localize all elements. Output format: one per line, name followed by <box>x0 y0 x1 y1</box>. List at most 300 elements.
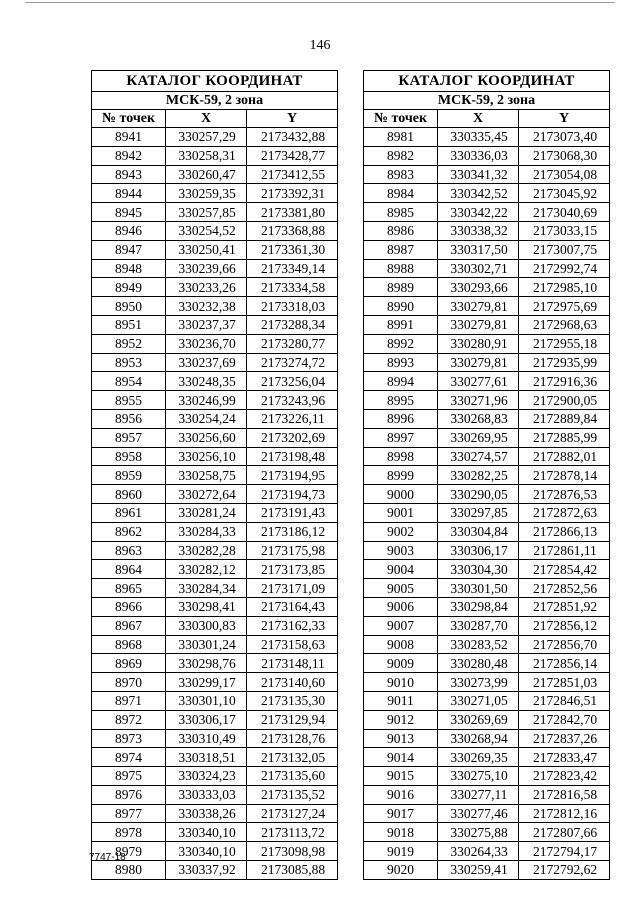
table-row <box>92 748 338 767</box>
point-number-cell: 8954 <box>92 372 166 391</box>
y-coordinate-cell: 2172878,14 <box>519 466 610 485</box>
x-coordinate-cell: 330301,10 <box>166 691 247 710</box>
y-coordinate-cell: 2173202,69 <box>247 428 338 447</box>
y-coordinate-cell: 2172882,01 <box>519 447 610 466</box>
point-number-cell: 8991 <box>364 315 438 334</box>
point-number-cell: 9011 <box>364 691 438 710</box>
x-coordinate-cell: 330233,26 <box>166 278 247 297</box>
x-coordinate-cell: 330271,05 <box>438 691 519 710</box>
x-coordinate-cell: 330306,17 <box>438 541 519 560</box>
y-coordinate-cell: 2173132,05 <box>247 748 338 767</box>
table-row <box>92 522 338 541</box>
y-coordinate-cell: 2173392,31 <box>247 184 338 203</box>
y-coordinate-cell: 2173194,73 <box>247 485 338 504</box>
point-number-cell: 9018 <box>364 823 438 842</box>
point-number-cell: 8986 <box>364 221 438 240</box>
y-coordinate-cell: 2173040,69 <box>519 203 610 222</box>
column-header-y: Y <box>519 110 610 128</box>
y-coordinate-cell: 2173007,75 <box>519 240 610 259</box>
table-row <box>92 635 338 654</box>
point-number-cell: 8994 <box>364 372 438 391</box>
table-row <box>92 428 338 447</box>
y-coordinate-cell: 2172846,51 <box>519 691 610 710</box>
x-coordinate-cell: 330282,28 <box>166 541 247 560</box>
x-coordinate-cell: 330256,60 <box>166 428 247 447</box>
x-coordinate-cell: 330306,17 <box>166 710 247 729</box>
x-coordinate-cell: 330280,48 <box>438 654 519 673</box>
point-number-cell: 8990 <box>364 297 438 316</box>
table-row <box>92 297 338 316</box>
table-row <box>92 579 338 598</box>
x-coordinate-cell: 330287,70 <box>438 616 519 635</box>
y-coordinate-cell: 2172792,62 <box>519 861 610 880</box>
point-number-cell: 8970 <box>92 673 166 692</box>
x-coordinate-cell: 330254,52 <box>166 221 247 240</box>
table-row <box>364 165 610 184</box>
x-coordinate-cell: 330257,85 <box>166 203 247 222</box>
x-coordinate-cell: 330340,10 <box>166 823 247 842</box>
table-row <box>92 128 338 147</box>
table-row <box>92 861 338 880</box>
table-row <box>92 315 338 334</box>
column-header-x: X <box>438 110 519 128</box>
y-coordinate-cell: 2173164,43 <box>247 597 338 616</box>
point-number-cell: 8955 <box>92 391 166 410</box>
x-coordinate-cell: 330248,35 <box>166 372 247 391</box>
top-rule <box>25 2 615 3</box>
table-row <box>364 560 610 579</box>
point-number-cell: 9004 <box>364 560 438 579</box>
page-number: 146 <box>309 38 331 53</box>
table-row <box>92 372 338 391</box>
x-coordinate-cell: 330268,83 <box>438 409 519 428</box>
table-row <box>364 691 610 710</box>
point-number-cell: 9017 <box>364 804 438 823</box>
x-coordinate-cell: 330335,45 <box>438 128 519 147</box>
x-coordinate-cell: 330284,34 <box>166 579 247 598</box>
table-row <box>364 823 610 842</box>
point-number-cell: 8961 <box>92 503 166 522</box>
table-row <box>364 409 610 428</box>
coordinate-system-label: МСК-59, 2 зона <box>92 92 338 110</box>
point-number-cell: 8972 <box>92 710 166 729</box>
y-coordinate-cell: 2172794,17 <box>519 842 610 861</box>
x-coordinate-cell: 330282,12 <box>166 560 247 579</box>
point-number-cell: 8971 <box>92 691 166 710</box>
point-number-cell: 8992 <box>364 334 438 353</box>
y-coordinate-cell: 2172889,84 <box>519 409 610 428</box>
point-number-cell: 9003 <box>364 541 438 560</box>
table-row <box>92 691 338 710</box>
table-row <box>92 240 338 259</box>
y-coordinate-cell: 2173381,80 <box>247 203 338 222</box>
table-row <box>92 785 338 804</box>
y-coordinate-cell: 2173274,72 <box>247 353 338 372</box>
table-row <box>364 315 610 334</box>
point-number-cell: 8956 <box>92 409 166 428</box>
x-coordinate-cell: 330236,70 <box>166 334 247 353</box>
point-number-cell: 8987 <box>364 240 438 259</box>
table-row <box>92 616 338 635</box>
table-row <box>364 334 610 353</box>
table-row <box>364 372 610 391</box>
x-coordinate-cell: 330259,41 <box>438 861 519 880</box>
point-number-cell: 9019 <box>364 842 438 861</box>
table-row <box>92 353 338 372</box>
point-number-cell: 8948 <box>92 259 166 278</box>
document-code: 7747-18 <box>89 852 126 863</box>
point-number-cell: 8965 <box>92 579 166 598</box>
x-coordinate-cell: 330277,46 <box>438 804 519 823</box>
y-coordinate-cell: 2172823,42 <box>519 767 610 786</box>
y-coordinate-cell: 2173135,30 <box>247 691 338 710</box>
point-number-cell: 8947 <box>92 240 166 259</box>
x-coordinate-cell: 330310,49 <box>166 729 247 748</box>
x-coordinate-cell: 330298,84 <box>438 597 519 616</box>
table-row <box>92 391 338 410</box>
point-number-cell: 9000 <box>364 485 438 504</box>
y-coordinate-cell: 2173432,88 <box>247 128 338 147</box>
x-coordinate-cell: 330273,99 <box>438 673 519 692</box>
x-coordinate-cell: 330259,35 <box>166 184 247 203</box>
point-number-cell: 8983 <box>364 165 438 184</box>
y-coordinate-cell: 2172900,05 <box>519 391 610 410</box>
x-coordinate-cell: 330269,95 <box>438 428 519 447</box>
y-coordinate-cell: 2172975,69 <box>519 297 610 316</box>
catalog-title: КАТАЛОГ КООРДИНАТ <box>364 71 610 92</box>
y-coordinate-cell: 2172816,58 <box>519 785 610 804</box>
x-coordinate-cell: 330302,71 <box>438 259 519 278</box>
table-row <box>92 842 338 861</box>
point-number-cell: 8957 <box>92 428 166 447</box>
y-coordinate-cell: 2172833,47 <box>519 748 610 767</box>
column-header-point: № точек <box>92 110 166 128</box>
x-coordinate-cell: 330275,88 <box>438 823 519 842</box>
y-coordinate-cell: 2172935,99 <box>519 353 610 372</box>
y-coordinate-cell: 2173085,88 <box>247 861 338 880</box>
x-coordinate-cell: 330297,85 <box>438 503 519 522</box>
point-number-cell: 8949 <box>92 278 166 297</box>
x-coordinate-cell: 330281,24 <box>166 503 247 522</box>
point-number-cell: 9012 <box>364 710 438 729</box>
y-coordinate-cell: 2172885,99 <box>519 428 610 447</box>
x-coordinate-cell: 330258,75 <box>166 466 247 485</box>
y-coordinate-cell: 2172851,03 <box>519 673 610 692</box>
x-coordinate-cell: 330300,83 <box>166 616 247 635</box>
point-number-cell: 8999 <box>364 466 438 485</box>
y-coordinate-cell: 2173412,55 <box>247 165 338 184</box>
x-coordinate-cell: 330340,10 <box>166 842 247 861</box>
point-number-cell: 8964 <box>92 560 166 579</box>
point-number-cell: 9016 <box>364 785 438 804</box>
x-coordinate-cell: 330257,29 <box>166 128 247 147</box>
x-coordinate-cell: 330239,66 <box>166 259 247 278</box>
x-coordinate-cell: 330237,37 <box>166 315 247 334</box>
table-row <box>364 128 610 147</box>
y-coordinate-cell: 2173045,92 <box>519 184 610 203</box>
table-row <box>92 503 338 522</box>
point-number-cell: 9010 <box>364 673 438 692</box>
point-number-cell: 8951 <box>92 315 166 334</box>
x-coordinate-cell: 330338,26 <box>166 804 247 823</box>
point-number-cell: 8967 <box>92 616 166 635</box>
table-row <box>364 635 610 654</box>
point-number-cell: 8980 <box>92 861 166 880</box>
point-number-cell: 8942 <box>92 146 166 165</box>
table-row <box>92 221 338 240</box>
table-row <box>364 654 610 673</box>
table-row <box>364 842 610 861</box>
x-coordinate-cell: 330254,24 <box>166 409 247 428</box>
y-coordinate-cell: 2172856,70 <box>519 635 610 654</box>
point-number-cell: 9005 <box>364 579 438 598</box>
y-coordinate-cell: 2173368,88 <box>247 221 338 240</box>
y-coordinate-cell: 2172916,36 <box>519 372 610 391</box>
y-coordinate-cell: 2173158,63 <box>247 635 338 654</box>
point-number-cell: 8943 <box>92 165 166 184</box>
point-number-cell: 8969 <box>92 654 166 673</box>
point-number-cell: 8976 <box>92 785 166 804</box>
table-row <box>92 165 338 184</box>
table-row <box>92 597 338 616</box>
coordinate-catalog-left <box>91 70 338 880</box>
y-coordinate-cell: 2173135,52 <box>247 785 338 804</box>
x-coordinate-cell: 330324,23 <box>166 767 247 786</box>
y-coordinate-cell: 2172968,63 <box>519 315 610 334</box>
x-coordinate-cell: 330342,22 <box>438 203 519 222</box>
table-row <box>364 616 610 635</box>
coordinate-catalog-right <box>363 70 610 880</box>
table-row <box>364 767 610 786</box>
y-coordinate-cell: 2172955,18 <box>519 334 610 353</box>
x-coordinate-cell: 330260,47 <box>166 165 247 184</box>
point-number-cell: 8985 <box>364 203 438 222</box>
table-row <box>364 785 610 804</box>
point-number-cell: 8982 <box>364 146 438 165</box>
y-coordinate-cell: 2172854,42 <box>519 560 610 579</box>
table-row <box>364 240 610 259</box>
table-row <box>92 541 338 560</box>
table-row <box>92 278 338 297</box>
table-row <box>364 466 610 485</box>
x-coordinate-cell: 330336,03 <box>438 146 519 165</box>
point-number-cell: 8941 <box>92 128 166 147</box>
table-row <box>92 654 338 673</box>
y-coordinate-cell: 2173226,11 <box>247 409 338 428</box>
y-coordinate-cell: 2173428,77 <box>247 146 338 165</box>
x-coordinate-cell: 330279,81 <box>438 353 519 372</box>
x-coordinate-cell: 330271,96 <box>438 391 519 410</box>
x-coordinate-cell: 330283,52 <box>438 635 519 654</box>
x-coordinate-cell: 330275,10 <box>438 767 519 786</box>
point-number-cell: 8959 <box>92 466 166 485</box>
column-header-point: № точек <box>364 110 438 128</box>
x-coordinate-cell: 330246,99 <box>166 391 247 410</box>
y-coordinate-cell: 2172866,13 <box>519 522 610 541</box>
table-row <box>364 221 610 240</box>
point-number-cell: 8960 <box>92 485 166 504</box>
table-row <box>364 522 610 541</box>
point-number-cell: 9014 <box>364 748 438 767</box>
x-coordinate-cell: 330277,11 <box>438 785 519 804</box>
table-row <box>92 804 338 823</box>
point-number-cell: 8978 <box>92 823 166 842</box>
x-coordinate-cell: 330232,38 <box>166 297 247 316</box>
y-coordinate-cell: 2172851,92 <box>519 597 610 616</box>
point-number-cell: 8988 <box>364 259 438 278</box>
table-row <box>364 710 610 729</box>
table-row <box>364 485 610 504</box>
y-coordinate-cell: 2173175,98 <box>247 541 338 560</box>
x-coordinate-cell: 330301,50 <box>438 579 519 598</box>
table-row <box>364 278 610 297</box>
x-coordinate-cell: 330317,50 <box>438 240 519 259</box>
table-row <box>364 259 610 278</box>
point-number-cell: 8953 <box>92 353 166 372</box>
y-coordinate-cell: 2172812,16 <box>519 804 610 823</box>
point-number-cell: 8989 <box>364 278 438 297</box>
point-number-cell: 8981 <box>364 128 438 147</box>
table-row <box>364 673 610 692</box>
point-number-cell: 8962 <box>92 522 166 541</box>
x-coordinate-cell: 330250,41 <box>166 240 247 259</box>
x-coordinate-cell: 330299,17 <box>166 673 247 692</box>
y-coordinate-cell: 2173129,94 <box>247 710 338 729</box>
point-number-cell: 8963 <box>92 541 166 560</box>
table-row <box>364 146 610 165</box>
table-row <box>364 541 610 560</box>
x-coordinate-cell: 330237,69 <box>166 353 247 372</box>
y-coordinate-cell: 2172856,14 <box>519 654 610 673</box>
x-coordinate-cell: 330269,69 <box>438 710 519 729</box>
point-number-cell: 8944 <box>92 184 166 203</box>
y-coordinate-cell: 2172842,70 <box>519 710 610 729</box>
y-coordinate-cell: 2172872,63 <box>519 503 610 522</box>
y-coordinate-cell: 2173186,12 <box>247 522 338 541</box>
y-coordinate-cell: 2173033,15 <box>519 221 610 240</box>
y-coordinate-cell: 2173243,96 <box>247 391 338 410</box>
x-coordinate-cell: 330269,35 <box>438 748 519 767</box>
table-row <box>92 203 338 222</box>
y-coordinate-cell: 2173135,60 <box>247 767 338 786</box>
table-row <box>364 297 610 316</box>
y-coordinate-cell: 2173288,34 <box>247 315 338 334</box>
x-coordinate-cell: 330264,33 <box>438 842 519 861</box>
table-row <box>92 409 338 428</box>
y-coordinate-cell: 2173173,85 <box>247 560 338 579</box>
table-row <box>364 428 610 447</box>
x-coordinate-cell: 330293,66 <box>438 278 519 297</box>
point-number-cell: 9015 <box>364 767 438 786</box>
y-coordinate-cell: 2173162,33 <box>247 616 338 635</box>
table-row <box>92 184 338 203</box>
point-number-cell: 8968 <box>92 635 166 654</box>
x-coordinate-cell: 330274,57 <box>438 447 519 466</box>
table-row <box>92 447 338 466</box>
table-row <box>92 560 338 579</box>
point-number-cell: 8998 <box>364 447 438 466</box>
point-number-cell: 8974 <box>92 748 166 767</box>
table-row <box>364 729 610 748</box>
table-row <box>364 579 610 598</box>
y-coordinate-cell: 2172861,11 <box>519 541 610 560</box>
x-coordinate-cell: 330284,33 <box>166 522 247 541</box>
y-coordinate-cell: 2173191,43 <box>247 503 338 522</box>
point-number-cell: 8945 <box>92 203 166 222</box>
x-coordinate-cell: 330258,31 <box>166 146 247 165</box>
x-coordinate-cell: 330272,64 <box>166 485 247 504</box>
y-coordinate-cell: 2173148,11 <box>247 654 338 673</box>
point-number-cell: 8997 <box>364 428 438 447</box>
point-number-cell: 8995 <box>364 391 438 410</box>
y-coordinate-cell: 2173068,30 <box>519 146 610 165</box>
column-header-y: Y <box>247 110 338 128</box>
x-coordinate-cell: 330268,94 <box>438 729 519 748</box>
y-coordinate-cell: 2172876,53 <box>519 485 610 504</box>
table-row <box>364 353 610 372</box>
table-row <box>92 729 338 748</box>
x-coordinate-cell: 330256,10 <box>166 447 247 466</box>
table-row <box>92 710 338 729</box>
table-row <box>364 184 610 203</box>
table-row <box>92 823 338 842</box>
table-row <box>92 146 338 165</box>
x-coordinate-cell: 330318,51 <box>166 748 247 767</box>
y-coordinate-cell: 2173349,14 <box>247 259 338 278</box>
y-coordinate-cell: 2173098,98 <box>247 842 338 861</box>
y-coordinate-cell: 2173198,48 <box>247 447 338 466</box>
point-number-cell: 9009 <box>364 654 438 673</box>
point-number-cell: 9007 <box>364 616 438 635</box>
y-coordinate-cell: 2172856,12 <box>519 616 610 635</box>
point-number-cell: 8958 <box>92 447 166 466</box>
point-number-cell: 8984 <box>364 184 438 203</box>
x-coordinate-cell: 330290,05 <box>438 485 519 504</box>
table-row <box>364 804 610 823</box>
column-header-x: X <box>166 110 247 128</box>
x-coordinate-cell: 330280,91 <box>438 334 519 353</box>
table-row <box>364 748 610 767</box>
y-coordinate-cell: 2172852,56 <box>519 579 610 598</box>
x-coordinate-cell: 330337,92 <box>166 861 247 880</box>
y-coordinate-cell: 2172985,10 <box>519 278 610 297</box>
x-coordinate-cell: 330279,81 <box>438 315 519 334</box>
table-row <box>364 391 610 410</box>
y-coordinate-cell: 2173194,95 <box>247 466 338 485</box>
x-coordinate-cell: 330341,32 <box>438 165 519 184</box>
x-coordinate-cell: 330298,41 <box>166 597 247 616</box>
point-number-cell: 9001 <box>364 503 438 522</box>
table-row <box>364 861 610 880</box>
x-coordinate-cell: 330279,81 <box>438 297 519 316</box>
y-coordinate-cell: 2173127,24 <box>247 804 338 823</box>
point-number-cell: 8966 <box>92 597 166 616</box>
x-coordinate-cell: 330333,03 <box>166 785 247 804</box>
point-number-cell: 9008 <box>364 635 438 654</box>
point-number-cell: 8973 <box>92 729 166 748</box>
point-number-cell: 8952 <box>92 334 166 353</box>
y-coordinate-cell: 2173334,58 <box>247 278 338 297</box>
table-row <box>92 485 338 504</box>
table-row <box>92 334 338 353</box>
table-row <box>92 673 338 692</box>
table-row <box>92 767 338 786</box>
point-number-cell: 8975 <box>92 767 166 786</box>
point-number-cell: 9006 <box>364 597 438 616</box>
table-row <box>364 597 610 616</box>
point-number-cell: 8996 <box>364 409 438 428</box>
coordinate-system-label: МСК-59, 2 зона <box>364 92 610 110</box>
